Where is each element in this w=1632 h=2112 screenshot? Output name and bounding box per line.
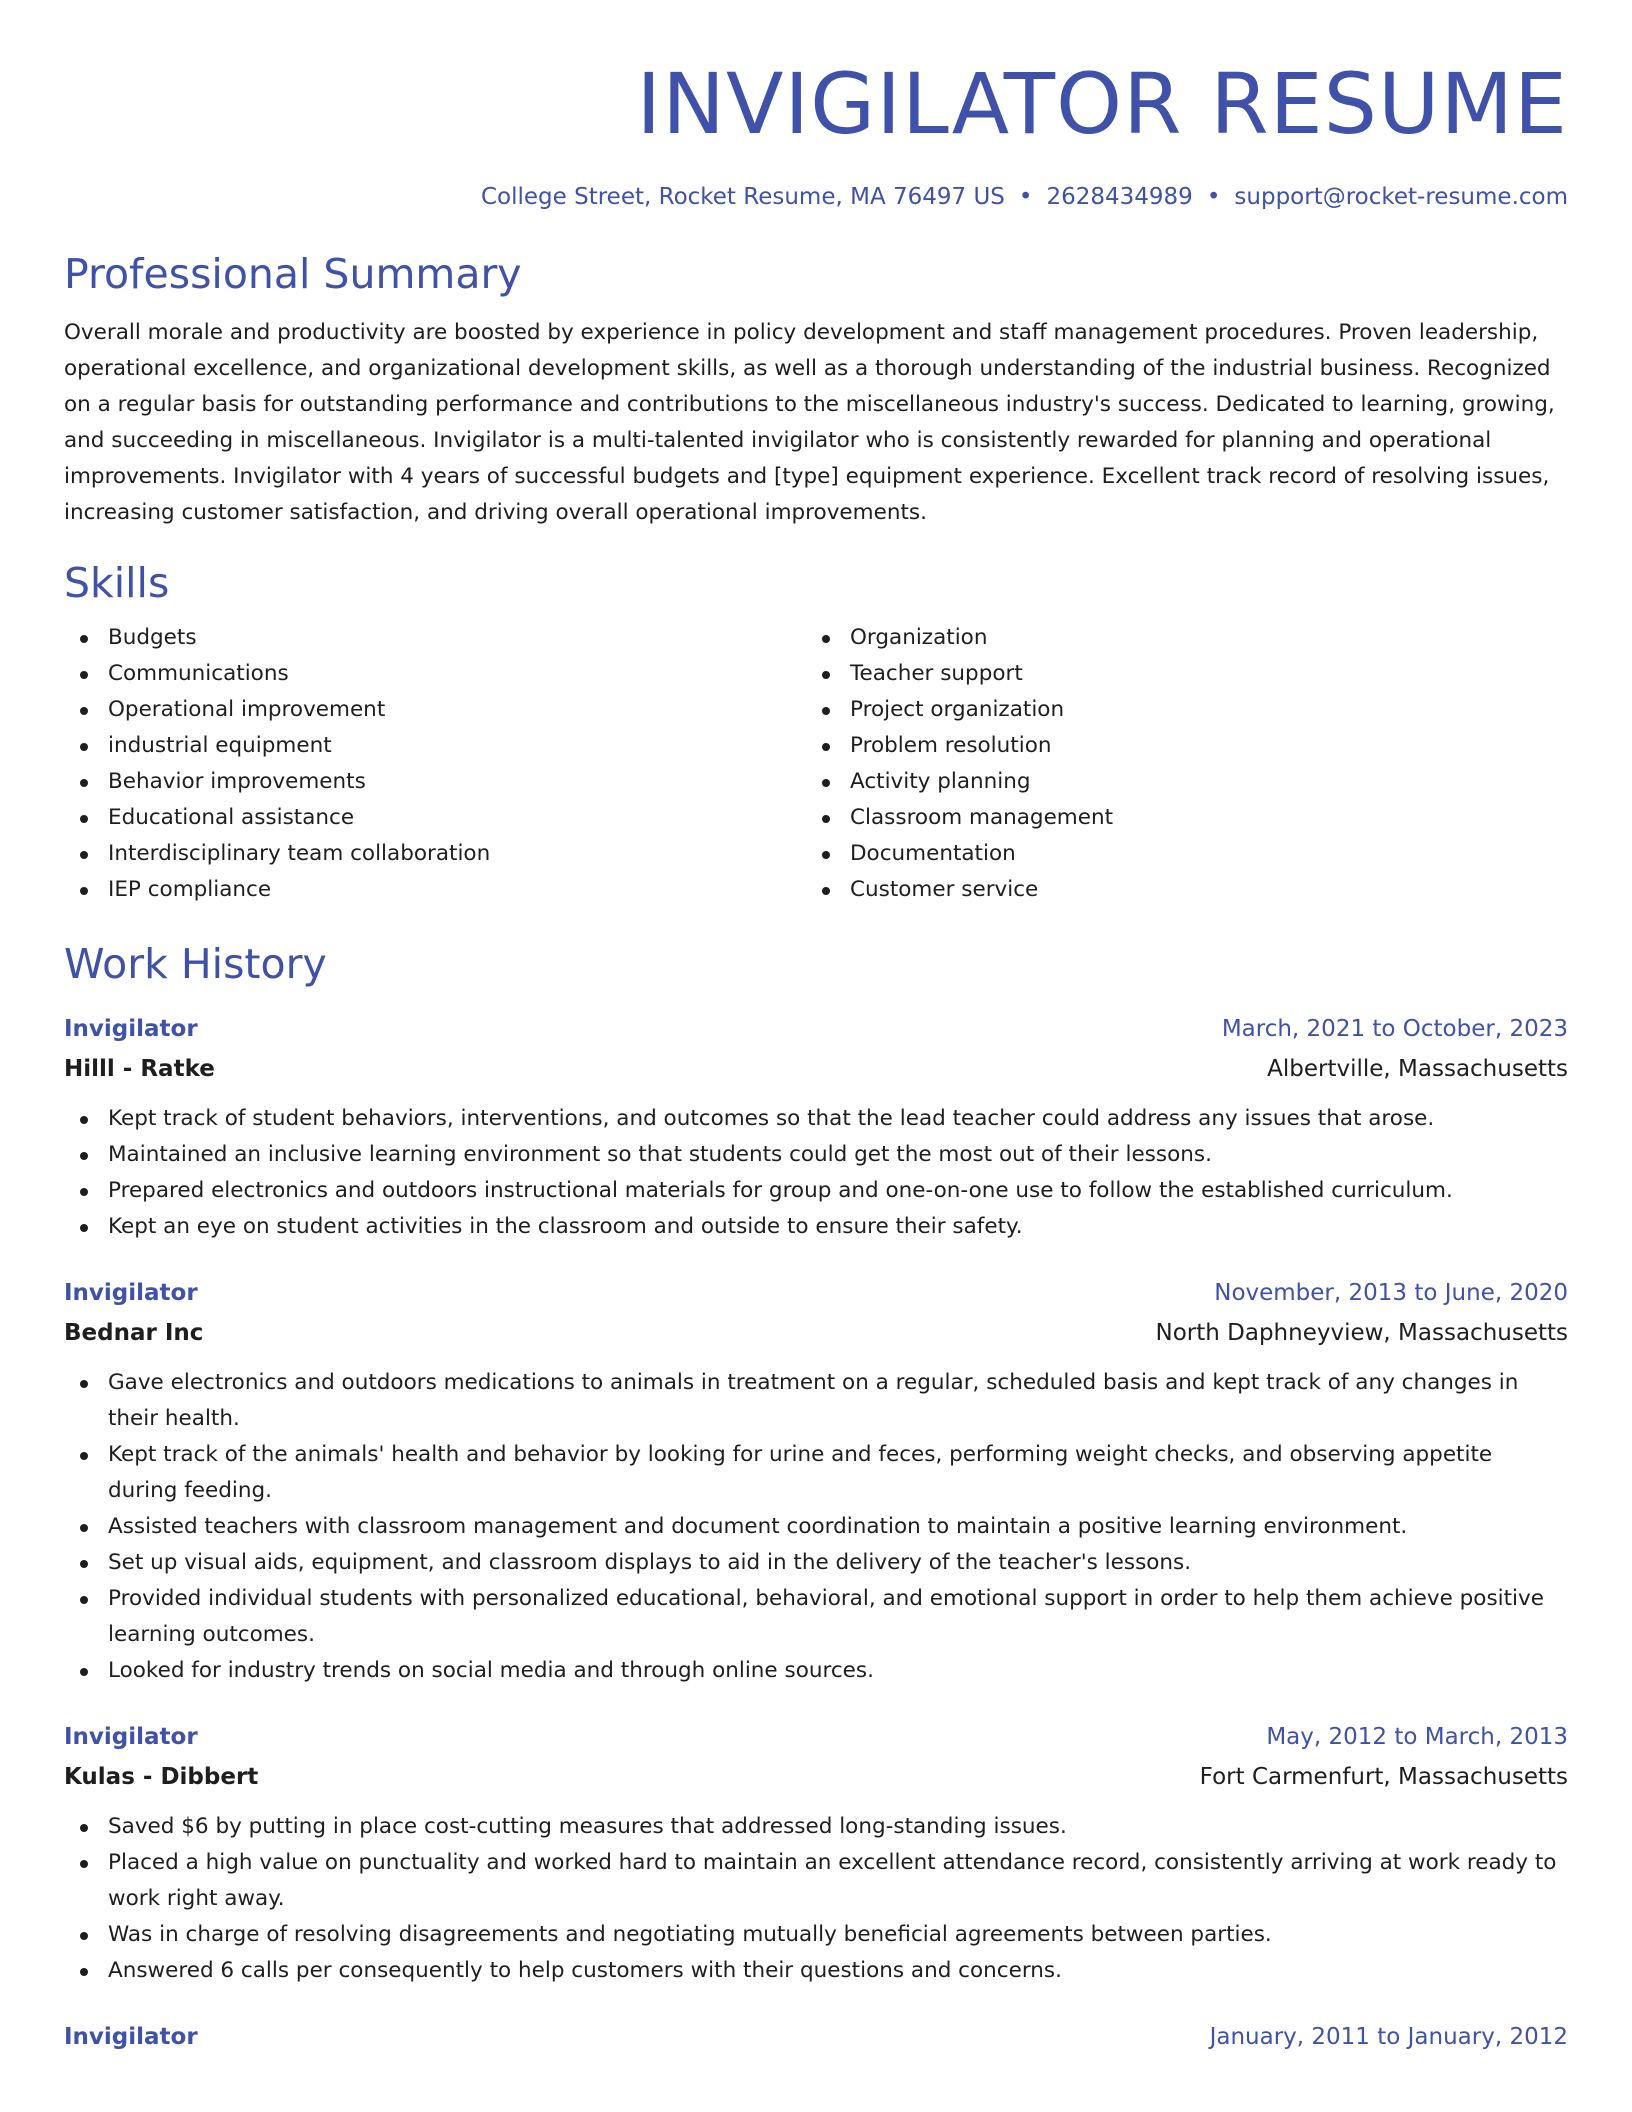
job-dates: November, 2013 to June, 2020 [1214,1280,1568,1307]
contact-separator: • [1206,184,1221,210]
summary-text: Overall morale and productivity are boosted by experience in policy development and staff management procedures. Proven leadership, operational excellence, and organizational development skills, as well as a thorough understanding of the industrial business. Recognized on a regular basis for outstanding performance and contributions to the miscellaneous industry's success. Dedicated to learning, growing, and succeeding in miscellaneous. Invigilator is a multi-talented invigilator who is consistently rewarded for planning and operational improvements. Invigilator with 4 years of successful budgets and [type] equipment experience. Excellent track record of resolving issues, increasing customer satisfaction, and driving overall operational improvements. [64,320,1555,526]
job-bullet: Assisted teachers with classroom management and document coordination to maintain a positive learning environment. [64,1509,1568,1545]
job-title: Invigilator [64,1016,198,1043]
job-bullet: Maintained an inclusive learning environment so that students could get the most out of their lessons. [64,1137,1568,1173]
skill-item: Communications [64,656,806,692]
contact-separator: • [1018,184,1033,210]
phone: 2628434989 [1046,184,1193,210]
job-entry [64,1009,1568,1245]
skills-column-left [64,620,806,908]
job-bullet: Kept track of student behaviors, interventions, and outcomes so that the lead teacher could address any issues that arose. [64,1101,1568,1137]
job-title: Invigilator [64,1724,198,1751]
work-history-heading: Work History [64,940,327,989]
skill-item: Educational assistance [64,800,806,836]
job-header-row [64,1009,1568,1049]
job-dates: March, 2021 to October, 2023 [1221,1016,1568,1043]
company-name: Hilll - Ratke [64,1056,215,1083]
skill-item: Documentation [806,836,1548,872]
job-bullets [64,1365,1568,1689]
job-bullet: Prepared electronics and outdoors instructional materials for group and one-on-one use to follow the established curriculum. [64,1173,1568,1209]
job-bullet: Set up visual aids, equipment, and classroom displays to aid in the delivery of the teacher's lessons. [64,1545,1568,1581]
job-header-row [64,2017,1568,2057]
skill-item: IEP compliance [64,872,806,908]
job-bullet: Kept an eye on student activities in the classroom and outside to ensure their safety. [64,1209,1568,1245]
skill-item: Behavior improvements [64,764,806,800]
skill-item: Budgets [64,620,806,656]
summary-heading: Professional Summary [64,250,522,298]
resume-page [64,0,1568,2057]
skill-item: Operational improvement [64,692,806,728]
skills-heading: Skills [64,559,170,608]
job-bullet: Placed a high value on punctuality and worked hard to maintain an excellent attendance record, consistently arriving at work ready to work right away. [64,1845,1568,1917]
job-entry [64,1273,1568,1689]
contact-line [64,182,1568,212]
company-name: Bednar Inc [64,1320,204,1347]
job-bullet: Provided individual students with personalized educational, behavioral, and emotional support in order to help them achieve positive learning outcomes. [64,1581,1568,1653]
resume-title: INVIGILATOR RESUME [636,55,1568,153]
job-bullet: Kept track of the animals' health and behavior by looking for urine and feces, performing weight checks, and observing appetite during feeding. [64,1437,1568,1509]
job-location: Fort Carmenfurt, Massachusetts [1199,1764,1568,1791]
job-location: North Daphneyview, Massachusetts [1155,1320,1568,1347]
job-bullets [64,1809,1568,1989]
job-header-row [64,1717,1568,1757]
skill-item: Teacher support [806,656,1548,692]
skills-column-right [806,620,1548,908]
job-dates: May, 2012 to March, 2013 [1266,1724,1568,1751]
job-bullets [64,1101,1568,1245]
job-bullet: Saved $6 by putting in place cost-cutting measures that addressed long-standing issues. [64,1809,1568,1845]
email-link[interactable]: support@rocket-resume.com [1234,184,1568,210]
skill-item: Project organization [806,692,1548,728]
skill-item: Classroom management [806,800,1548,836]
job-header-row [64,1273,1568,1313]
skill-item: Organization [806,620,1548,656]
job-entry [64,1717,1568,1989]
address: College Street, Rocket Resume, MA 76497 US [480,184,1005,210]
skill-item: Problem resolution [806,728,1548,764]
skill-item: Interdisciplinary team collaboration [64,836,806,872]
job-company-row [64,1757,1568,1797]
job-bullet: Gave electronics and outdoors medications to animals in treatment on a regular, scheduled basis and kept track of any changes in their health. [64,1365,1568,1437]
job-entry [64,2017,1568,2057]
job-bullet: Looked for industry trends on social media and through online sources. [64,1653,1568,1689]
skill-item: Activity planning [806,764,1548,800]
work-history-list [64,1009,1568,2057]
company-name: Kulas - Dibbert [64,1764,259,1791]
skills-list [64,620,1568,908]
job-title: Invigilator [64,2024,198,2051]
job-company-row [64,1313,1568,1353]
job-bullet: Was in charge of resolving disagreements and negotiating mutually beneficial agreements between parties. [64,1917,1568,1953]
skill-item: industrial equipment [64,728,806,764]
job-location: Albertville, Massachusetts [1267,1056,1568,1083]
job-company-row [64,1049,1568,1089]
job-title: Invigilator [64,1280,198,1307]
job-dates: January, 2011 to January, 2012 [1209,2024,1568,2051]
skill-item: Customer service [806,872,1548,908]
job-bullet: Answered 6 calls per consequently to help customers with their questions and concerns. [64,1953,1568,1989]
